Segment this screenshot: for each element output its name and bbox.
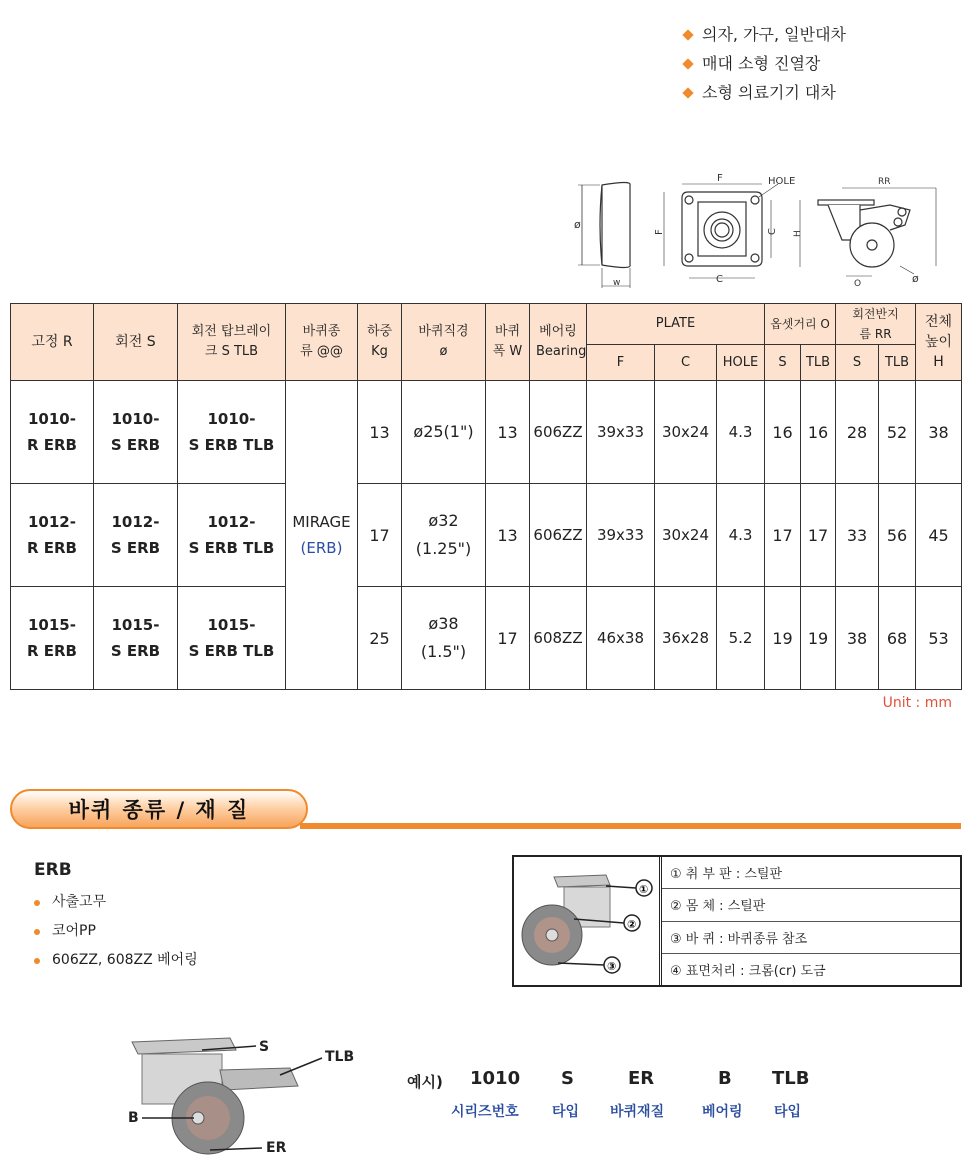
header-load: 하중 Kg	[358, 304, 402, 381]
parts-list	[662, 857, 960, 985]
swivel-model: 1015- S ERB	[94, 587, 178, 690]
swivel-model: 1012- S ERB	[94, 484, 178, 587]
plate-c-cell: 30x24	[655, 484, 717, 587]
table-row	[11, 587, 962, 690]
table-row	[11, 484, 962, 587]
header-swivel: 회전 S	[94, 304, 178, 381]
diameter-label-2: ø	[912, 272, 919, 285]
header-radius-tlb: TLB	[879, 345, 916, 381]
list-item: ① 취 부 판 : 스틸판	[662, 857, 960, 889]
dimension-diagrams	[560, 170, 960, 292]
code-bearing: B	[718, 1068, 732, 1089]
erb-list	[34, 888, 198, 975]
list-item: ③ 바 퀴 : 바퀴종류 참조	[662, 922, 960, 954]
load-cell: 13	[358, 381, 402, 484]
wheel-type-cell: MIRAGE (ERB)	[286, 381, 358, 690]
wheel-width-cell: 13	[486, 484, 530, 587]
radius-tlb-cell: 68	[879, 587, 916, 690]
radius-s-cell: 33	[836, 484, 879, 587]
desc-bearing: 베어링	[702, 1104, 743, 1120]
wheel-width-cell: 17	[486, 587, 530, 690]
caster-icon	[514, 857, 659, 985]
section-divider	[300, 823, 961, 829]
code-brake: TLB	[772, 1068, 810, 1089]
height-cell: 38	[916, 381, 962, 484]
offset-tlb-cell: 19	[801, 587, 836, 690]
parts-box	[512, 855, 962, 987]
bearing-cell: 608ZZ	[530, 587, 587, 690]
plate-hole-cell: 4.3	[717, 484, 765, 587]
diamond-bullet-icon	[682, 58, 693, 69]
use-item: 의자, 가구, 일반대차	[684, 20, 846, 49]
offset-tlb-cell: 16	[801, 381, 836, 484]
radius-s-cell: 28	[836, 381, 879, 484]
radius-tlb-cell: 56	[879, 484, 916, 587]
code-wheel: ER	[628, 1068, 655, 1089]
header-wheel-dia: 바퀴직경 ø	[402, 304, 486, 381]
callout-s: S	[259, 1039, 270, 1055]
dot-bullet-icon	[34, 929, 40, 935]
callout-er: ER	[266, 1140, 287, 1156]
header-offset-tlb: TLB	[801, 345, 836, 381]
header-radius: 회전반지름 RR	[836, 304, 916, 345]
plate-hole-cell: 5.2	[717, 587, 765, 690]
plate-c-cell: 30x24	[655, 381, 717, 484]
bearing-cell: 606ZZ	[530, 381, 587, 484]
radius-s-cell: 38	[836, 587, 879, 690]
load-cell: 25	[358, 587, 402, 690]
c-bottom-label: C	[716, 274, 723, 285]
offset-tlb-cell: 17	[801, 484, 836, 587]
fixed-model: 1010- R ERB	[11, 381, 94, 484]
header-radius-s: S	[836, 345, 879, 381]
callout-tlb: TLB	[325, 1049, 355, 1065]
swivel-brake-model: 1015- S ERB TLB	[178, 587, 286, 690]
caster-photo	[514, 857, 662, 985]
desc-type: 타입	[552, 1104, 580, 1120]
desc-wheel: 바퀴재질	[610, 1104, 665, 1120]
height-cell: 45	[916, 484, 962, 587]
swivel-brake-model: 1010- S ERB TLB	[178, 381, 286, 484]
header-wheel-type: 바퀴종류 @@	[286, 304, 358, 381]
fixed-model: 1015- R ERB	[11, 587, 94, 690]
code-type: S	[561, 1068, 574, 1089]
wheel-front-diagram	[578, 183, 630, 289]
dot-bullet-icon	[34, 900, 40, 906]
header-wheel-width: 바퀴폭 W	[486, 304, 530, 381]
list-item: 606ZZ, 608ZZ 베어링	[34, 946, 198, 975]
plate-f-cell: 39x33	[587, 381, 655, 484]
hole-label: HOLE	[768, 176, 796, 187]
unit-note: Unit : mm	[882, 695, 952, 711]
height-cell: 53	[916, 587, 962, 690]
marker-1: ①	[639, 883, 649, 896]
wheel-dia-cell: ø32 (1.25")	[402, 484, 486, 587]
desc-brake: 타입	[774, 1104, 802, 1120]
dot-bullet-icon	[34, 958, 40, 964]
use-item: 매대 소형 진열장	[684, 49, 846, 78]
c-side-label: C	[767, 228, 778, 235]
header-bearing: 베어링 Bearing	[530, 304, 587, 381]
header-plate: PLATE	[587, 304, 765, 345]
diamond-bullet-icon	[682, 87, 693, 98]
wheel-dia-cell: ø25(1")	[402, 381, 486, 484]
header-plate-f: F	[587, 345, 655, 381]
erb-title: ERB	[34, 860, 72, 880]
offset-s-cell: 19	[765, 587, 801, 690]
callout-b: B	[128, 1110, 139, 1126]
header-height: 전체 높이 H	[916, 304, 962, 381]
example-label: 예시)	[407, 1073, 443, 1091]
plate-hole-cell: 4.3	[717, 381, 765, 484]
f-top-label: F	[717, 173, 723, 184]
offset-s-cell: 17	[765, 484, 801, 587]
diamond-bullet-icon	[682, 29, 693, 40]
swivel-model: 1010- S ERB	[94, 381, 178, 484]
spec-table	[10, 303, 962, 690]
marker-2: ②	[627, 918, 637, 931]
use-item: 소형 의료기기 대차	[684, 78, 846, 107]
list-item: ② 몸 체 : 스틸판	[662, 889, 960, 921]
list-item: 사출고무	[34, 888, 198, 917]
header-offset: 옵셋거리 O	[765, 304, 836, 345]
marker-3: ③	[607, 960, 617, 973]
load-cell: 17	[358, 484, 402, 587]
use-list	[684, 20, 846, 107]
plate-f-cell: 39x33	[587, 484, 655, 587]
table-row	[11, 381, 962, 484]
plate-f-cell: 46x38	[587, 587, 655, 690]
wheel-dia-cell: ø38 (1.5")	[402, 587, 486, 690]
caster-callout-figure	[120, 1030, 360, 1170]
swivel-brake-model: 1012- S ERB TLB	[178, 484, 286, 587]
o-label: O	[854, 279, 862, 289]
fixed-model: 1012- R ERB	[11, 484, 94, 587]
h-label: H	[793, 230, 803, 237]
wheel-width-cell: 13	[486, 381, 530, 484]
list-item: ④ 표면처리 : 크롬(cr) 도금	[670, 963, 826, 979]
header-offset-s: S	[765, 345, 801, 381]
code-series: 1010	[470, 1068, 521, 1089]
header-plate-hole: HOLE	[717, 345, 765, 381]
list-item: 코어PP	[34, 917, 198, 946]
header-swivel-brake: 회전 탑브레이크 S TLB	[178, 304, 286, 381]
desc-series: 시리즈번호	[451, 1104, 519, 1120]
bearing-cell: 606ZZ	[530, 484, 587, 587]
offset-s-cell: 16	[765, 381, 801, 484]
width-label: w	[613, 278, 621, 288]
caster-side-diagram	[800, 188, 936, 276]
header-plate-c: C	[655, 345, 717, 381]
f-side-label: F	[654, 229, 665, 235]
plate-top-diagram	[664, 184, 778, 278]
radius-tlb-cell: 52	[879, 381, 916, 484]
diameter-label: ø	[574, 218, 581, 231]
header-fixed: 고정 R	[11, 304, 94, 381]
section-title: 바퀴 종류 / 재 질	[10, 789, 308, 829]
plate-c-cell: 36x28	[655, 587, 717, 690]
rr-label: RR	[878, 177, 891, 187]
